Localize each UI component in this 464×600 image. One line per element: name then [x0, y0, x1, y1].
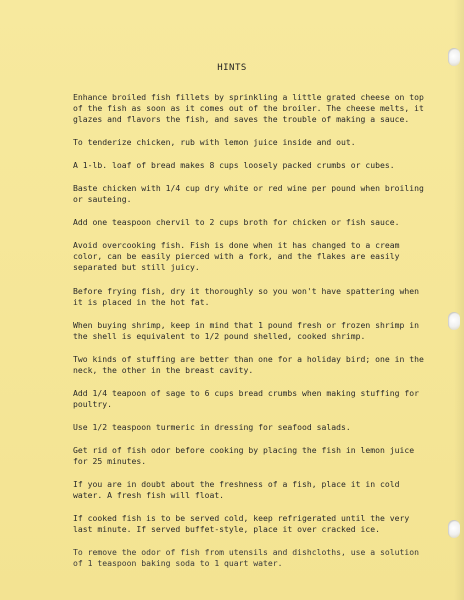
- hints-list: [73, 92, 433, 581]
- page-title: HINTS: [217, 63, 247, 73]
- hint-paragraph: Enhance broiled fish fillets by sprinkling a little grated cheese on top of the fish as soon as it comes out of the broiler. The cheese melts, it glazes and flavors the fish, and saves the trouble of making a sauce.: [73, 92, 424, 124]
- binder-hole-middle: [448, 312, 460, 330]
- hint-paragraph: Get rid of fish odor before cooking by placing the fish in lemon juice for 25 minutes.: [73, 445, 415, 467]
- hint-paragraph: Use 1/2 teaspoon turmeric in dressing for seafood salads.: [73, 421, 351, 432]
- hint-paragraph: Add one teaspoon chervil to 2 cups broth for chicken or fish sauce.: [73, 217, 400, 228]
- hint-paragraph: Add 1/4 teapoon of sage to 6 cups bread crumbs when making stuffing for poultry.: [73, 387, 419, 409]
- hint-paragraph: Two kinds of stuffing are better than one for a holiday bird; one in the neck, the other in the breast cavity.: [73, 353, 424, 375]
- hint-paragraph: If you are in doubt about the freshness of a fish, place it in cold water. A fresh fish will float.: [73, 479, 400, 501]
- hint-paragraph: To remove the odor of fish from utensils and dishcloths, use a solution of 1 teaspoon baking soda to 1 quart water.: [73, 547, 419, 569]
- page-edge-shadow: [454, 0, 464, 600]
- binder-hole-bottom: [448, 520, 460, 538]
- hint-paragraph: A 1-lb. loaf of bread makes 8 cups loosely packed crumbs or cubes.: [73, 160, 395, 171]
- hint-paragraph: Before frying fish, dry it thoroughly so you won't have spattering when it is placed in the hot fat.: [73, 285, 419, 307]
- hint-paragraph: To tenderize chicken, rub with lemon juice inside and out.: [73, 137, 356, 148]
- hint-paragraph: If cooked fish is to be served cold, keep refrigerated until the very last minute. If served buffet-style, place it over cracked ice.: [73, 513, 410, 535]
- hint-paragraph: Avoid overcooking fish. Fish is done when it has changed to a cream color, can be easily pierced with a fork, and the flakes are easily separated but still juicy.: [73, 240, 400, 273]
- hint-paragraph: Baste chicken with 1/4 cup dry white or red wine per pound when broiling or sauteing.: [73, 183, 424, 205]
- hint-paragraph: When buying shrimp, keep in mind that 1 pound fresh or frozen shrimp in the shell is equivalent to 1/2 pound shelled, cooked shrimp.: [73, 319, 419, 341]
